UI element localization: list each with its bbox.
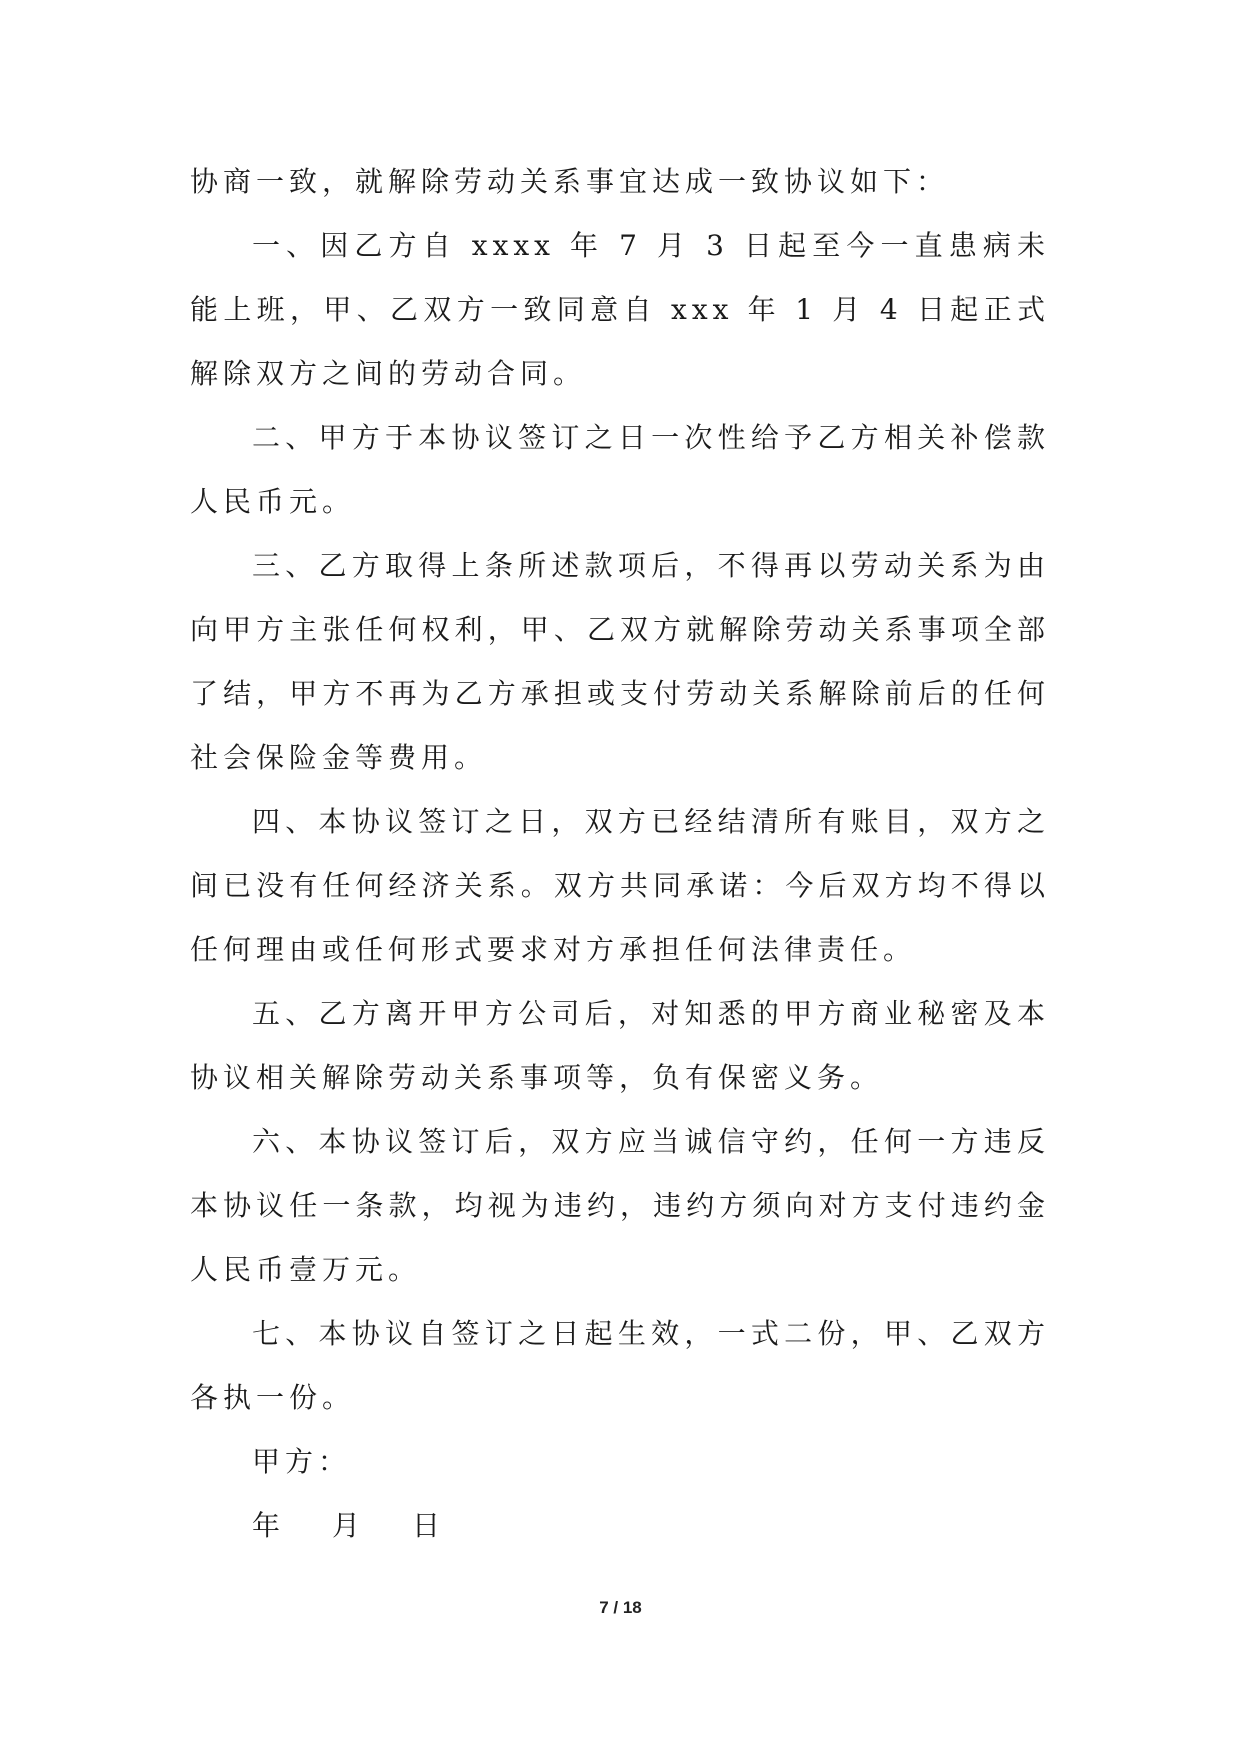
party-a-signature-label: 甲方： xyxy=(252,1445,352,1478)
clause-2: 二、甲方于本协议签订之日一次性给予乙方相关补偿款人民币元。 xyxy=(190,421,1050,518)
date-year-label: 年 xyxy=(252,1509,281,1542)
intro-paragraph: 协商一致，就解除劳动关系事宜达成一致协议如下： xyxy=(190,165,950,198)
clause-1: 一、因乙方自 xxxx 年 7 月 3 日起至今一直患病未能上班，甲、乙双方一致同意自 xxx 年 1 月 4 日起正式解除双方之间的劳动合同。 xyxy=(190,229,1050,390)
date-month-label: 月 xyxy=(332,1509,361,1542)
date-day-label: 日 xyxy=(412,1509,441,1542)
clause-7: 七、本协议自签订之日起生效，一式二份，甲、乙双方各执一份。 xyxy=(190,1317,1050,1414)
document-body xyxy=(190,150,1050,1558)
clause-3: 三、乙方取得上条所述款项后，不得再以劳动关系为由向甲方主张任何权利，甲、乙双方就解除劳动关系事项全部了结，甲方不再为乙方承担或支付劳动关系解除前后的任何社会保险金等费用。 xyxy=(190,549,1050,774)
clause-4: 四、本协议签订之日，双方已经结清所有账目，双方之间已没有任何经济关系。双方共同承诺：今后双方均不得以任何理由或任何形式要求对方承担任何法律责任。 xyxy=(190,805,1050,966)
clause-5: 五、乙方离开甲方公司后，对知悉的甲方商业秘密及本协议相关解除劳动关系事项等，负有保密义务。 xyxy=(190,997,1050,1094)
page-number: 7 / 18 xyxy=(599,1598,642,1617)
signature-date xyxy=(190,1494,1050,1558)
clause-6: 六、本协议签订后，双方应当诚信守约，任何一方违反本协议任一条款，均视为违约，违约方须向对方支付违约金人民币壹万元。 xyxy=(190,1125,1050,1286)
